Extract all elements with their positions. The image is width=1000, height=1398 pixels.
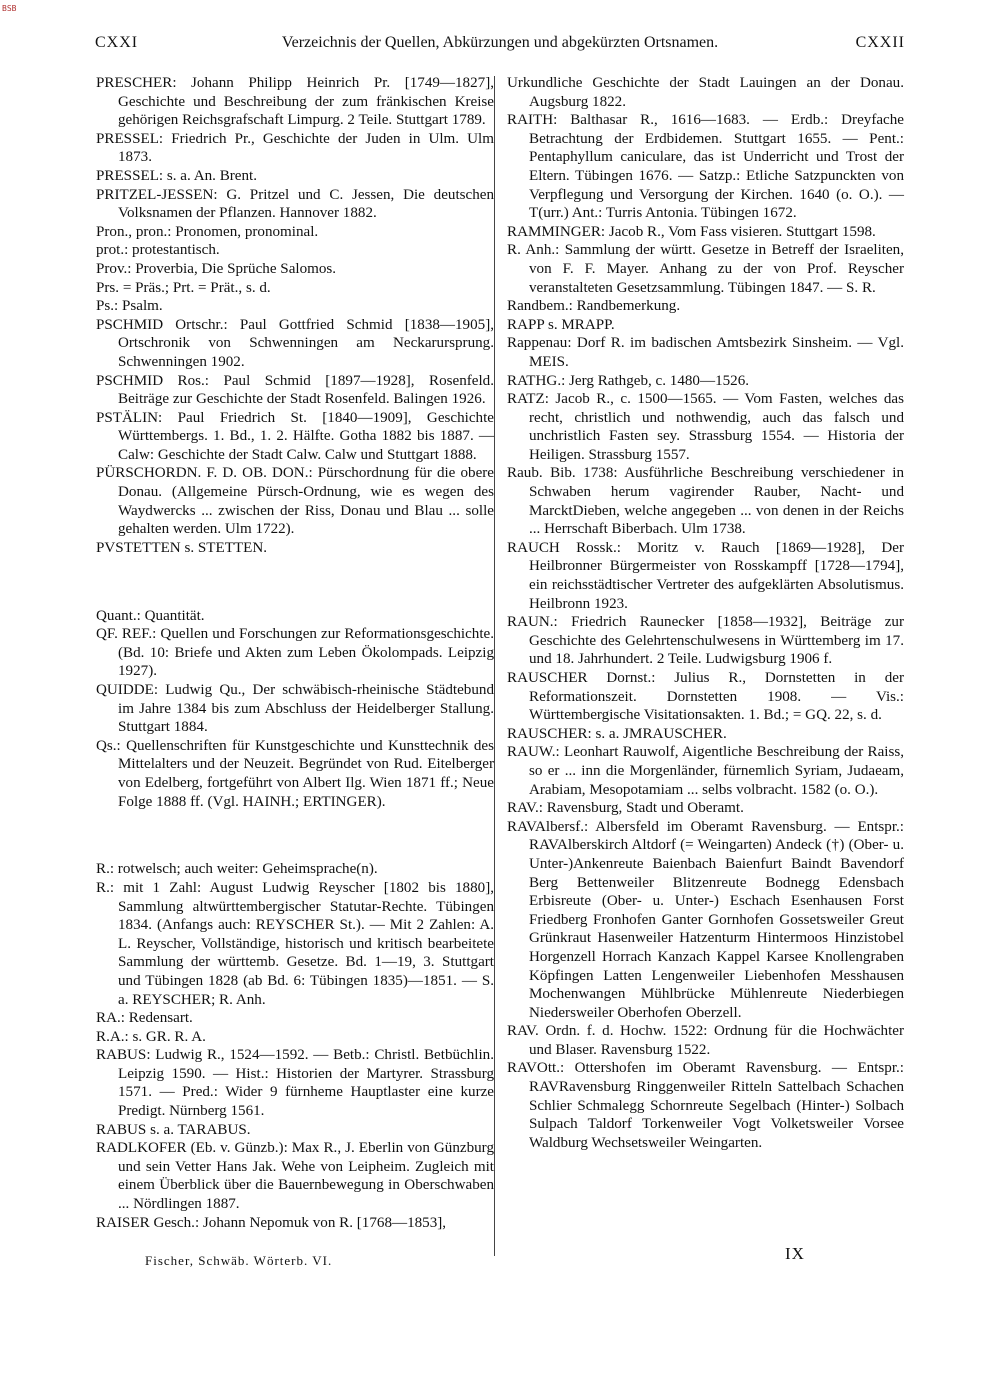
entry: RAUN.: Friedrich Raunecker [1858—1932], Beiträge zur Geschichte des Gelehrtenschulwesens in Württemberg im 17. und 18. Jahrhundert. 2 Teile. Ludwigsburg 1906 f. [507, 614, 904, 668]
entry: RAV. Ordn. f. d. Hochw. 1522: Ordnung für die Hochwächter und Blaser. Ravensburg 1522. [507, 1023, 904, 1058]
section-gap [96, 573, 494, 592]
page-number-right: CXXII [855, 34, 905, 51]
entry: PVSTETTEN s. STETTEN. [96, 539, 268, 556]
entry: RABUS: Ludwig R., 1524—1592. — Betb.: Christl. Betbüchlin. Leipzig 1590. — Hist.: Historien der Martyrer. Strassburg 1571. — Pred.: Wider 9 fürnheme Hauptlaster eine kurze Predigt. Nürnberg 1561. [96, 1047, 494, 1120]
entry: Prov.: Proverbia, Die Sprüche Salomos. [96, 260, 337, 277]
section-gap [96, 826, 494, 845]
entry: RAVOtt.: Ottershofen im Oberamt Ravensburg. — Entspr.: RAVRavensburg Ringgenweiler Ritteln Sattelbach Schachen Schlier Schmalegg Schornreute Segelbach (Hinter-) Solbach Sulpach Taldorf Torkenweiler Vogt Volketsweiler Vorsee Waldburg Wechsetsweiler Weingarten. [507, 1060, 904, 1151]
entry: R. Anh.: Sammlung der württ. Gesetze in Betreff der Israeliten, von F. F. Mayer. Anhang zu der von Prof. Reyscher veranstalteten Gesetzsammlung. Tübingen 1847. — S. R. [507, 242, 904, 296]
entry: Pron., pron.: Pronomen, pronominal. [96, 223, 319, 240]
entry: RAUSCHER: s. a. JMRAUSCHER. [507, 725, 727, 742]
page-header [95, 34, 905, 58]
column-divider [494, 76, 495, 1256]
entry: RAUCH Rossk.: Moritz v. Rauch [1869—1928], Der Heilbronner Bürgermeister von Rosskampff [1728—1794], ein reichsstädtischer Vertreter des aufgeklärten Absolutismus. Heilbronn 1923. [507, 539, 904, 612]
library-stamp: BSB [2, 4, 17, 13]
entry: PRITZEL-JESSEN: G. Pritzel und C. Jessen, Die deutschen Volksnamen der Pflanzen. Hannover 1882. [96, 186, 494, 222]
entry: R.A.: s. GR. R. A. [96, 1028, 206, 1045]
entry: Ps.: Psalm. [96, 298, 163, 315]
entry: RAPP s. MRAPP. [507, 316, 615, 333]
entry: R.: rotwelsch; auch weiter: Geheimsprache(n). [96, 861, 378, 878]
entry: PRESCHER: Johann Philipp Heinrich Pr. [1749—1827], Geschichte und Beschreibung der zum fränkischen Kreise gehörigen Reichsgrafschaft Limpurg. 2 Teile. Stuttgart 1789. [96, 75, 494, 129]
entry: Qs.: Quellenschriften für Kunstgeschichte und Kunsttechnik des Mittelalters und der Neuzeit. Begründet von Rud. Eitelberger von Edelberg, fortgeführt von Albert Ilg. Wien 1871 ff.; Neue Folge 1888 ff. (Vgl. HAINH.; ERTINGER). [96, 737, 494, 810]
entry: RATZ: Jacob R., c. 1500—1565. — Vom Fasten, welches das recht, christlich und nothwendig, auch das falsch und unchristlich Fasten sey. Strassburg 1554. — Historia der Heiligen. Strassburg 1557. [507, 391, 904, 463]
entry: QF. REF.: Quellen und Forschungen zur Reformationsgeschichte. (Bd. 10: Briefe und Akten zum Leben Ökolompads. Leipzig 1927). [96, 626, 494, 680]
footer-source: Fischer, Schwäb. Wörterb. VI. [145, 1253, 333, 1268]
entry: RAISER Gesch.: Johann Nepomuk von R. [1768—1853], [96, 1214, 447, 1231]
left-column [96, 74, 494, 1232]
entry: RAUW.: Leonhart Rauwolf, Aigentliche Beschreibung der Raiss, so er ... inn die Morgenländer, fürnemlich Syriam, Judaeam, Arabiam, Mesopotamiam ... selbs volbracht. 1582 (o. O.). [507, 744, 904, 798]
entry: RADLKOFER (Eb. v. Günzb.): Max R., J. Eberlin von Günzburg und sein Vetter Hans Jak. Wehe von Leipheim. Zugleich mit einem Überblick über die Bauernbewegung in Oberschwaben ... Nördlingen 1887. [96, 1140, 494, 1213]
entry: RAITH: Balthasar R., 1616—1683. — Erdb.: Dreyfache Betrachtung der Erdbidemen. Stuttgart 1655. — Pent.: Pentaphyllum caniculare, das ist Underricht und Trost der Eltern. Tübingen 1676. — Satzp.: Etliche Satzpunckten von Verpflegung und Versorgung der Kirchen. 1640 (o. O.). — T(urr.) Ant.: Turris Antonia. Tübingen 1672. [507, 112, 904, 222]
entry: RAMMINGER: Jacob R., Vom Fass visieren. Stuttgart 1598. [507, 223, 876, 240]
entry: Quant.: Quantität. [96, 607, 205, 624]
right-column [507, 74, 904, 1152]
entry: RAVAlbersf.: Albersfeld im Oberamt Ravensburg. — Entspr.: RAVAlberskirch Altdorf (= Weingarten) Andeck (†) (Ober- u. Unter-)Ankenreute Baienbach Baienfurt Baindt Bavendorf Berg Bettenweiler Blitzenreute Bodnegg Edensbach Erbisreute (Ober- u. Unter-) Eschach Esenhausen Forst Friedberg Fronhofen Ganter Gornhofen Gossetsweiler Greut Grünkraut Hasenweiler Hatzenturm Hintermoos Hinzistobel Horgenzell Horrach Kanzach Kappel Karsee Knollengraben Köpfingen Latten Lengenweiler Liebenhofen Messhausen Mochenwangen Mühlbrücke Mühlenreute Niederbiegen Niedersweiler Oberhofen Oberzell. [507, 818, 904, 1021]
entry: Raub. Bib. 1738: Ausführliche Beschreibung verschiedener in Schwaben herum vagirender Rauber, Nacht- und MarcktDieben, welche angegeben ... von denen in der Reichs ... Herrschaft Biberbach. Ulm 1738. [507, 465, 904, 538]
page-number-left: CXXI [95, 34, 139, 51]
entry: prot.: protestantisch. [96, 242, 220, 259]
page-title: Verzeichnis der Quellen, Abkürzungen und abgekürzten Ortsnamen. [281, 34, 719, 51]
entry: QUIDDE: Ludwig Qu., Der schwäbisch-rheinische Städtebund im Jahre 1384 bis zum Abschluss der Heidelberger Stallung. Stuttgart 1884. [96, 682, 494, 736]
entry: RAUSCHER Dornst.: Julius R., Dornstetten in der Reformationszeit. Dornstetten 1908. — Vis.: Württembergische Visitationsakten. 1. Bd.; = GQ. 22, s. d. [507, 670, 904, 724]
entry: Rappenau: Dorf R. im badischen Amtsbezirk Sinsheim. — Vgl. MEIS. [507, 335, 904, 370]
entry: PSCHMID Ortschr.: Paul Gottfried Schmid [1838—1905], Ortschronik von Schwenningen am Neckarursprung. Schwenningen 1902. [96, 316, 494, 370]
entry: PSCHMID Ros.: Paul Schmid [1897—1928], Rosenfeld. Beiträge zur Geschichte der Stadt Rosenfeld. Balingen 1926. [96, 372, 494, 408]
entry: PRESSEL: Friedrich Pr., Geschichte der Juden in Ulm. Ulm 1873. [96, 130, 494, 166]
entry: PÜRSCHORDN. F. D. OB. DON.: Pürschordnung für die obere Donau. (Allgemeine Pürsch-Ordnung, wie es wegen des Waydwercks ... zwischen der Riss, Donau und Blau ... solle gehalten werden. Ulm 1722). [96, 465, 494, 538]
entry: Prs. = Präs.; Prt. = Prät., s. d. [96, 279, 271, 296]
entry: Urkundliche Geschichte der Stadt Lauingen an der Donau. Augsburg 1822. [507, 75, 904, 110]
entry: PSTÄLIN: Paul Friedrich St. [1840—1909], Geschichte Württembergs. 1. Bd., 1. 2. Hälfte. Gotha 1882 bis 1887. — Calw: Geschichte der Stadt Calw. Calw und Stuttgart 1888. [96, 409, 494, 463]
entry: PRESSEL: s. a. An. Brent. [96, 167, 258, 184]
entry: Randbem.: Randbemerkung. [507, 298, 681, 315]
sheet-signature: IX [785, 1244, 805, 1263]
entry: RATHG.: Jerg Rathgeb, c. 1480—1526. [507, 372, 750, 389]
entry: RAV.: Ravensburg, Stadt und Oberamt. [507, 800, 744, 817]
entry: RABUS s. a. TARABUS. [96, 1121, 251, 1138]
entry: R.: mit 1 Zahl: August Ludwig Reyscher [1802 bis 1880], Sammlung altwürttembergischer Statutar-Rechte. Tübingen 1834. (Anfangs auch: REYSCHER St.). — Mit 2 Zahlen: A. L. Reyscher, Vollständige, historisch und kritisch bearbeitete Sammlung der württemb. Gesetze. Bd. 1—19, 3. Stuttgart und Tübingen 1828 (ab Bd. 6: Tübingen 1835)—1851. — S. a. REYSCHER; R. Anh. [96, 879, 494, 1008]
entry: RA.: Redensart. [96, 1010, 193, 1027]
